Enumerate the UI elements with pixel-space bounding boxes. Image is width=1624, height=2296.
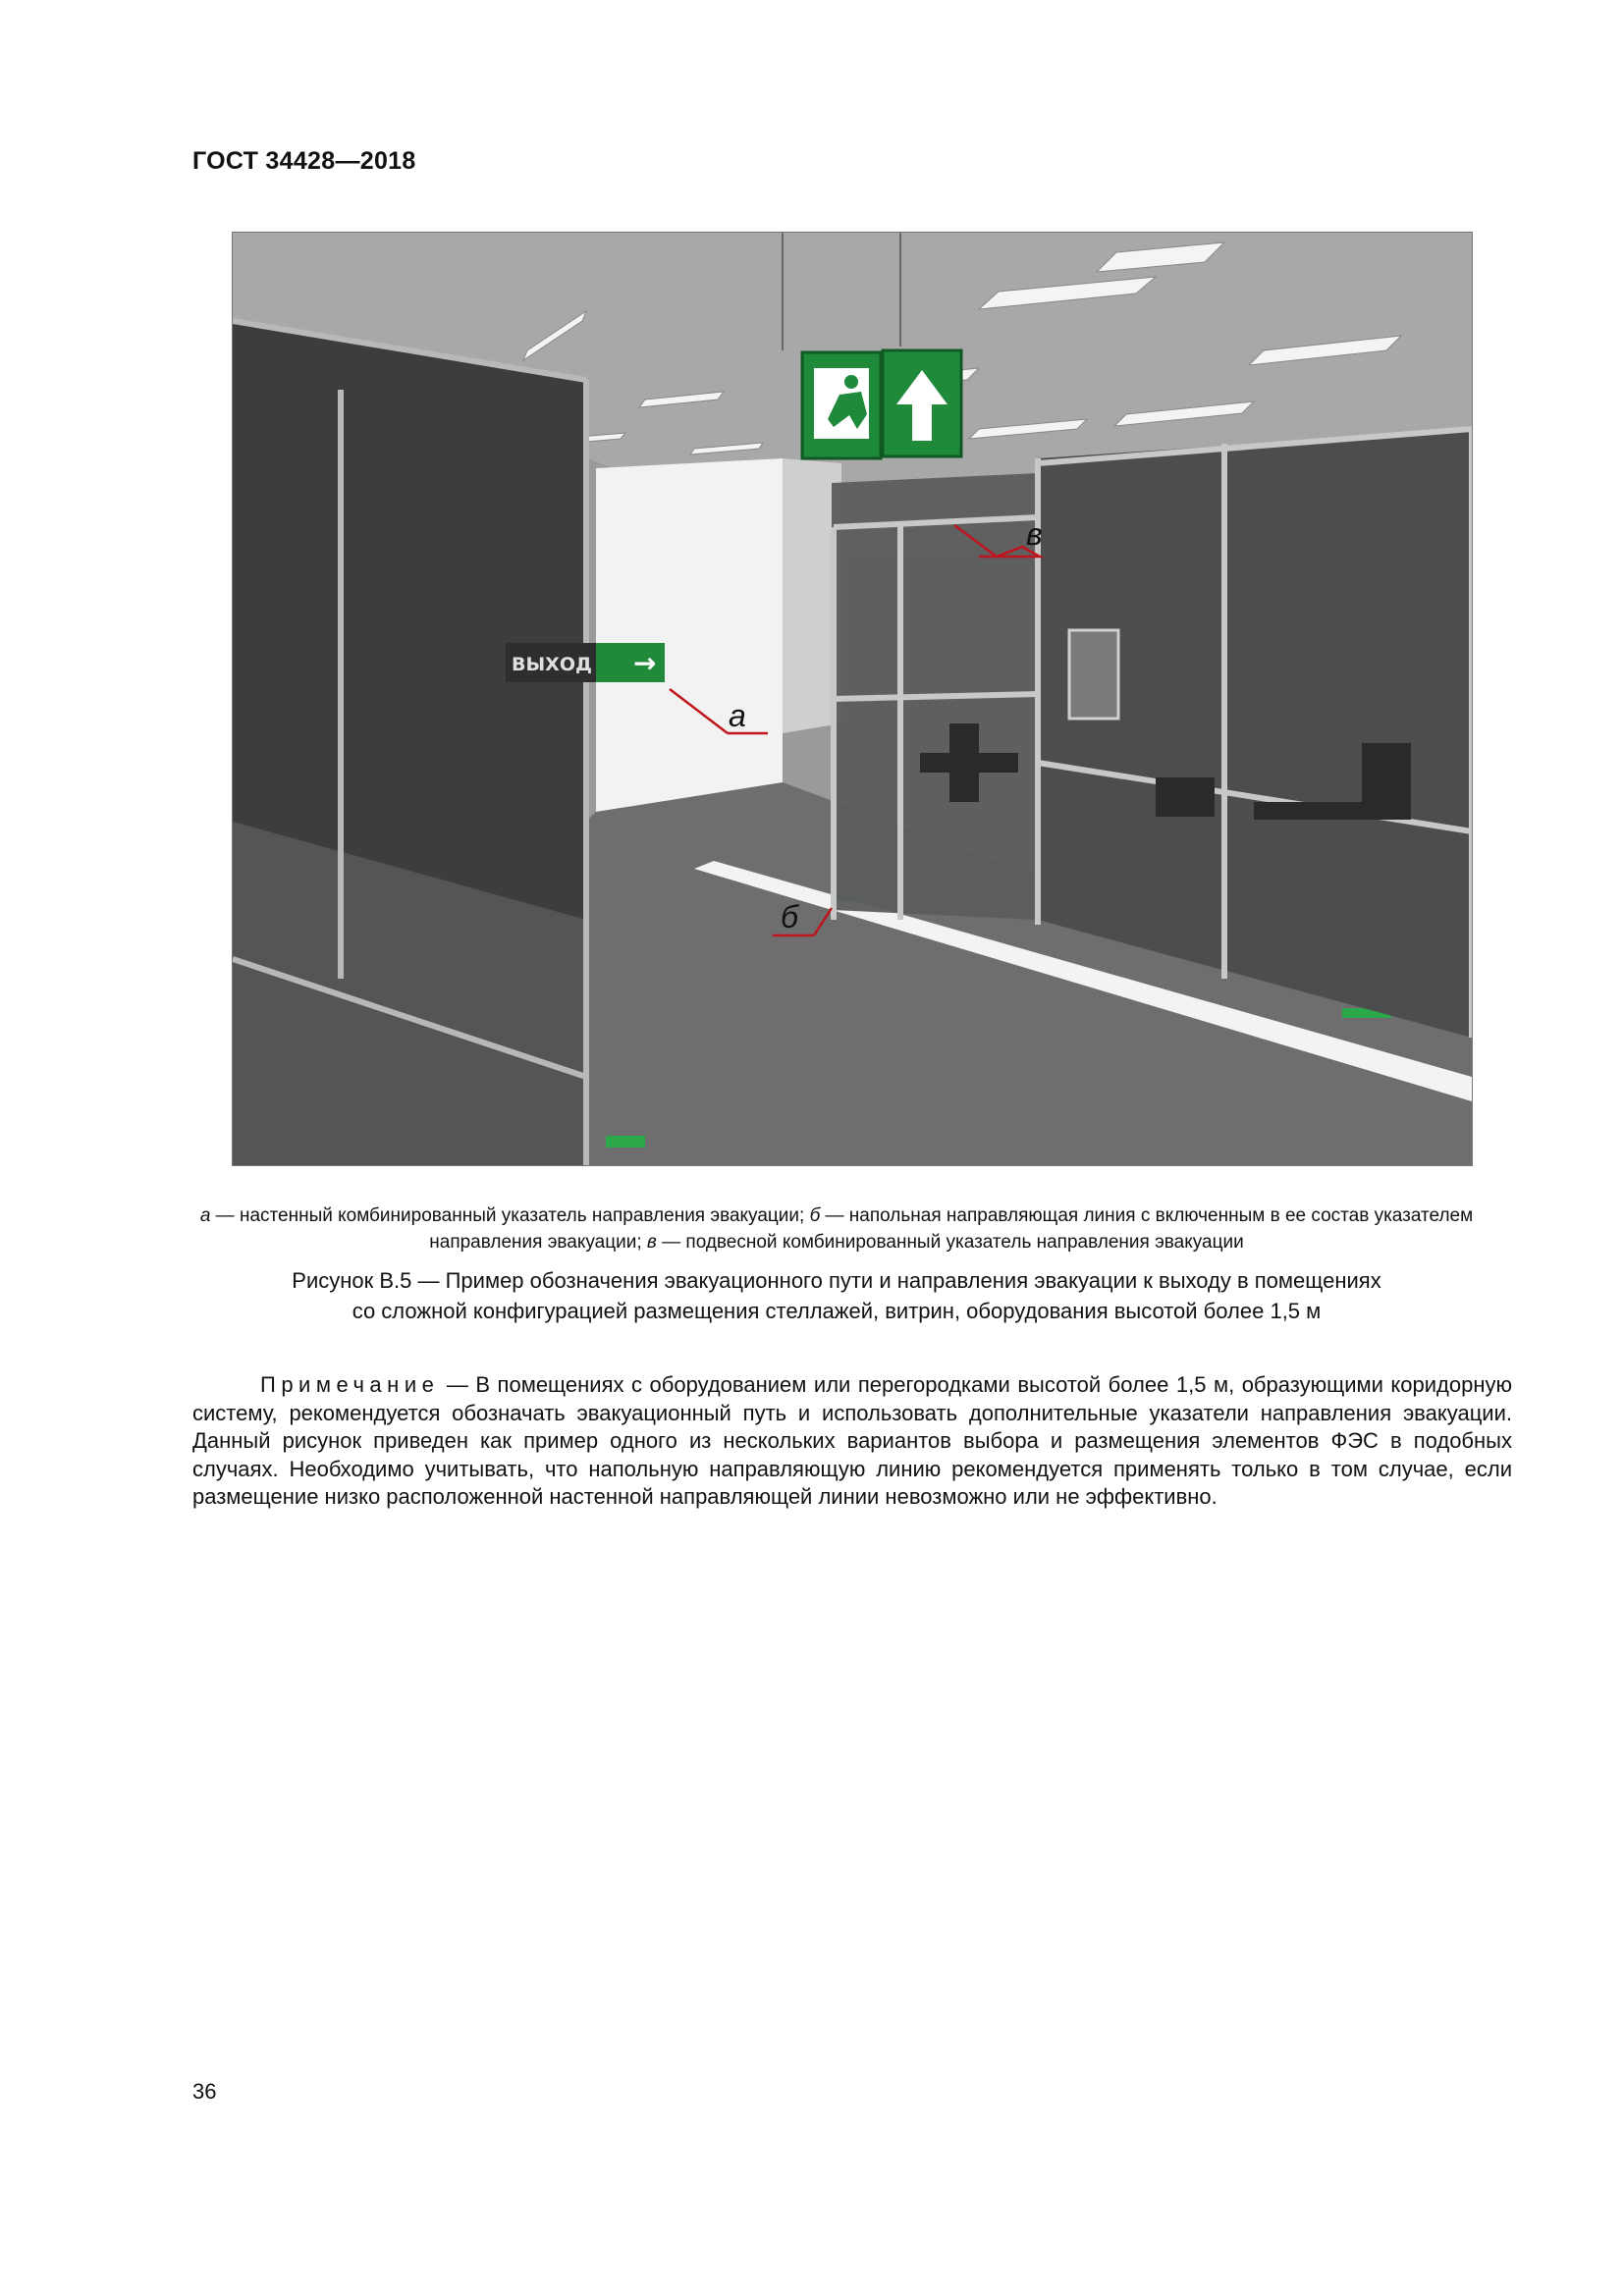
- legend-v-text: — подвесной комбинированный указатель направления эвакуации: [656, 1232, 1244, 1253]
- caption-line-2: со сложной конфигурацией размещения стеллажей, витрин, оборудования высотой более 1,5 м: [352, 1299, 1322, 1323]
- label-v: в: [1026, 516, 1043, 552]
- back-wall: [596, 458, 783, 822]
- office-illustration: [232, 232, 1473, 1166]
- figure-legend: [192, 1202, 1481, 1255]
- label-b: б: [781, 899, 798, 934]
- figure-caption: [192, 1265, 1481, 1326]
- legend-b-text: — напольная направляющая линия с включенным в ее состав указателем направления эвакуации;: [429, 1205, 1474, 1253]
- legend-a-text: — настенный комбинированный указатель направления эвакуации;: [210, 1205, 810, 1226]
- caption-line-1: Рисунок В.5 — Пример обозначения эвакуационного пути и направления эвакуации к выходу в помещениях: [292, 1268, 1381, 1293]
- legend-a-letter: а: [199, 1205, 211, 1226]
- office-scene: [233, 233, 1472, 1165]
- svg-text:→: →: [633, 647, 657, 679]
- note-paragraph: [192, 1371, 1512, 1512]
- svg-text:ВЫХОД: ВЫХОД: [512, 654, 592, 675]
- document-header: ГОСТ 34428—2018: [192, 147, 416, 175]
- label-a: а: [729, 698, 746, 733]
- wall-exit-sign: [506, 643, 665, 682]
- door: [1069, 630, 1118, 719]
- legend-v-letter: в: [646, 1232, 657, 1253]
- note-label: Примечание: [260, 1372, 440, 1397]
- page-number: 36: [192, 2079, 217, 2104]
- note-text: — В помещениях с оборудованием или перегородками высотой более 1,5 м, образующими коридорную систему, рекомендуется обозначать эвакуационный путь и использовать дополнительные указатели направления эвакуации. Данный рисунок приведен как пример одного из нескольких вариантов выбора и размещения элементов ФЭС в подобных случаях. Необходимо учитывать, что напольную направляющую линию рекомендуется применять только в том случае, если размещение низко расположенной настенной направляющей линии невозможно или не эффективно.: [192, 1372, 1512, 1509]
- legend-b-letter: б: [809, 1205, 821, 1226]
